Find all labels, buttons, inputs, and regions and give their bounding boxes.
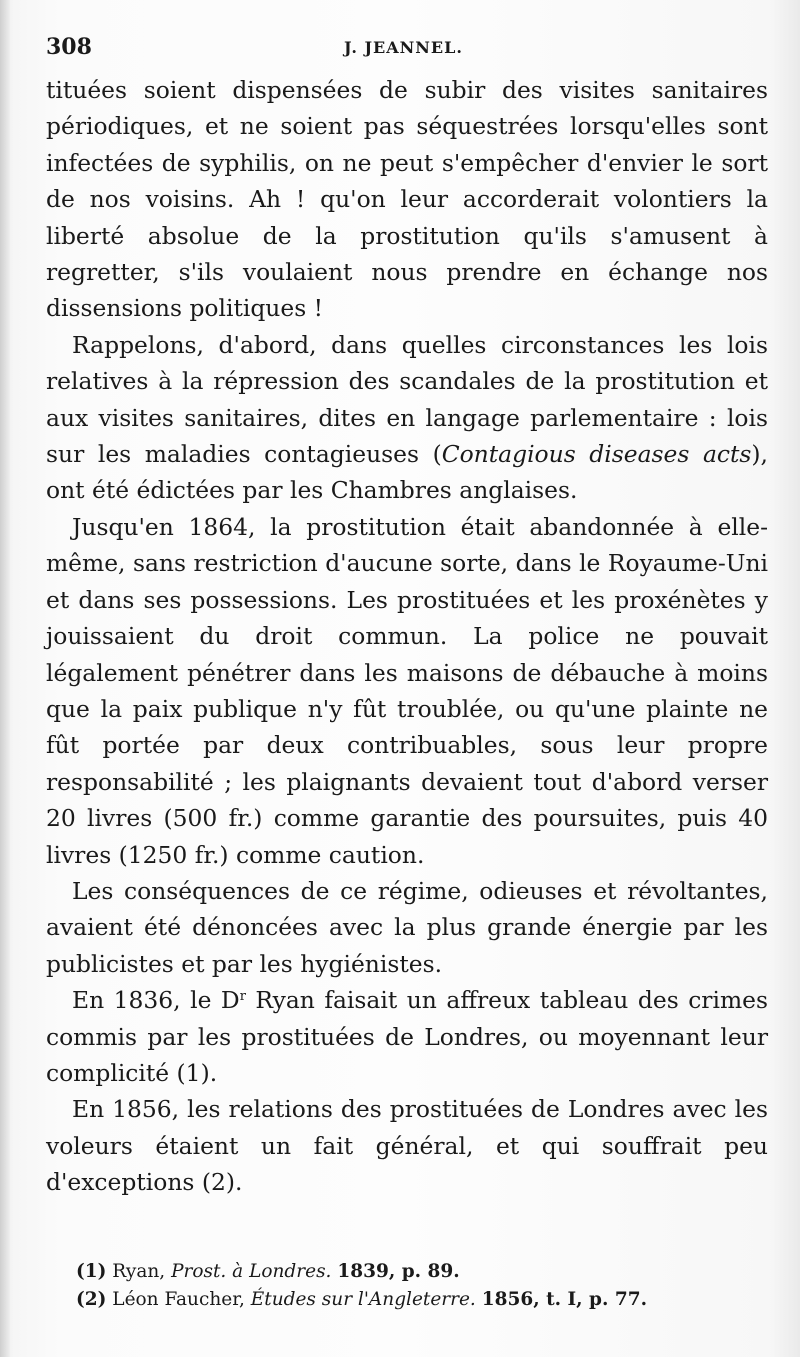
footnote-number: (2)	[76, 1289, 107, 1310]
paragraph-4: Les conséquences de ce régime, odieuses et révoltantes, avaient été dénoncées avec la plus grande énergie par les publicistes et par les hygiénistes.	[46, 876, 768, 978]
body-text	[46, 72, 768, 1201]
paragraph-2	[46, 327, 768, 509]
page-header	[46, 30, 760, 62]
footnote-author: Ryan,	[112, 1261, 166, 1282]
footnote-1	[76, 1258, 766, 1286]
paragraph-5	[46, 982, 768, 1091]
paragraph-3: Jusqu'en 1864, la prostitution était abandonnée à elle-même, sans restriction d'aucune sorte, dans le Royaume-Uni et dans ses possessions. Les prostituées et les proxénètes y jouissaient du droit commun. La police ne pouvait légalement pénétrer dans les maisons de débauche à moins que la paix publique n'y fût troublée, ou qu'une plainte ne fût portée par deux contribuables, sous leur propre responsabilité ; les plaignants devaient tout d'abord verser 20 livres (500 fr.) comme garantie des poursuites, puis 40 livres (1250 fr.) comme caution.	[46, 512, 768, 869]
footnote-reference: 1856, t. I, p. 77.	[481, 1289, 648, 1310]
running-head: J. JEANNEL.	[344, 38, 463, 57]
paragraph-2-text-end: ), ont été édictées par les Chambres anglaises.	[46, 440, 768, 505]
footnote-2	[76, 1286, 766, 1314]
paragraph-6: En 1856, les relations des prostituées de Londres avec les voleurs étaient un fait général, et qui souffrait peu d'exceptions (2).	[46, 1095, 768, 1197]
paragraph-5-text-end: Ryan faisait un affreux tableau des crimes commis par les prostituées de Londres, ou moyennant leur complicité (1).	[46, 986, 768, 1087]
footnote-number: (1)	[76, 1261, 107, 1282]
footnote-title: Études sur l'Angleterre.	[250, 1289, 476, 1310]
doctor-abbreviation-sup: r	[239, 989, 246, 1005]
footnote-reference: 1839, p. 89.	[337, 1261, 460, 1282]
footnotes	[76, 1258, 766, 1314]
paragraph-1: tituées soient dispensées de subir des visites sanitaires périodiques, et ne soient pas séquestrées lorsqu'elles sont infectées de syphilis, on ne peut s'empêcher d'envier le sort de nos voisins. Ah ! qu'on leur accorderait volontiers la liberté absolue de la prostitution qu'ils s'amusent à regretter, s'ils voulaient nous prendre en échange nos dissensions politiques !	[46, 76, 768, 323]
page-number: 308	[46, 34, 92, 60]
footnote-title: Prost. à Londres.	[171, 1261, 332, 1282]
paragraph-5-text: En 1836, le D	[72, 986, 240, 1015]
page-binding-edge	[0, 0, 10, 1357]
paragraph-2-italic: Contagious diseases acts	[441, 440, 752, 469]
footnote-author: Léon Faucher,	[112, 1289, 245, 1310]
paragraph-2-text: Rappelons, d'abord, dans quelles circonstances les lois relatives à la répression des scandales de la prostitution et aux visites sanitaires, dites en langage parlementaire : lois sur les maladies contagieuses (	[46, 330, 768, 469]
